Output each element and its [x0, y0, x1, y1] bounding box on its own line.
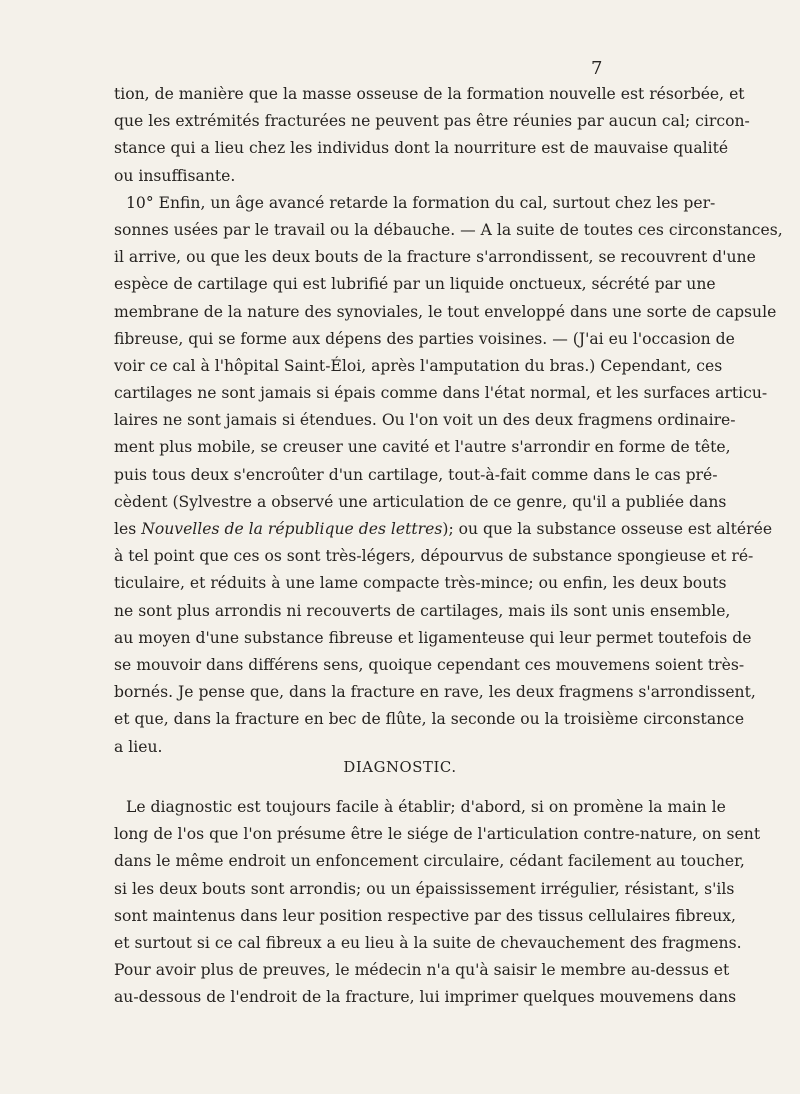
text-line: Le diagnostic est toujours facile à établir; d'abord, si on promène la main le	[126, 798, 726, 816]
italic-title: Nouvelles de la république des lettres	[141, 520, 443, 538]
text-line: se mouvoir dans différens sens, quoique cependant ces mouvemens soient très-	[114, 655, 745, 674]
text-line: à tel point que ces os sont très-légers, dépourvus de substance spongieuse et ré-	[114, 547, 754, 566]
section-heading-diagnostic: DIAGNOSTIC.	[343, 759, 457, 776]
text-line-with-italic: les Nouvelles de la république des lettres); ou que la substance osseuse est altérée	[114, 520, 773, 538]
text-line: long de l'os que l'on présume être le siége de l'articulation contre-nature, on sent	[114, 825, 761, 844]
text-line: Pour avoir plus de preuves, le médecin n'a qu'à saisir le membre au-dessus et	[114, 961, 730, 980]
text-line: et surtout si ce cal fibreux a eu lieu à la suite de chevauchement des fragmens.	[114, 933, 742, 952]
text-line: si les deux bouts sont arrondis; ou un épaississement irrégulier, résistant, s'ils	[114, 879, 735, 898]
text-line: sonnes usées par le travail ou la débauche. — A la suite de toutes ces circonstances,	[114, 220, 783, 239]
text-line: espèce de cartilage qui est lubrifié par un liquide onctueux, sécrété par une	[114, 275, 716, 294]
text-line: ou insuffisante.	[114, 166, 236, 185]
text-line: ne sont plus arrondis ni recouverts de cartilages, mais ils sont unis ensemble,	[114, 601, 731, 620]
text-line: ticulaire, et réduits à une lame compacte très-mince; ou enfin, les deux bouts	[114, 574, 727, 593]
text-line: a lieu.	[114, 737, 163, 756]
text-line: membrane de la nature des synoviales, le tout enveloppé dans une sorte de capsule	[114, 302, 777, 321]
text-line: 10° Enfin, un âge avancé retarde la formation du cal, surtout chez les per-	[126, 193, 716, 212]
text-line: ment plus mobile, se creuser une cavité et l'autre s'arrondir en forme de tête,	[114, 438, 731, 457]
text-line: voir ce cal à l'hôpital Saint-Éloi, après l'amputation du bras.) Cependant, ces	[114, 356, 723, 375]
text-line: bornés. Je pense que, dans la fracture en rave, les deux fragmens s'arrondissent,	[114, 683, 756, 702]
text-line: cèdent (Sylvestre a observé une articulation de ce genre, qu'il a publiée dans	[114, 492, 727, 511]
text-line: laires ne sont jamais si étendues. Ou l'on voit un des deux fragmens ordinaire-	[114, 411, 736, 430]
text-line: au-dessous de l'endroit de la fracture, lui imprimer quelques mouvemens dans	[114, 988, 737, 1007]
text-line: il arrive, ou que les deux bouts de la fracture s'arrondissent, se recouvrent d'une	[114, 248, 756, 267]
paragraph-diagnostic	[114, 794, 761, 1012]
text-line: au moyen d'une substance fibreuse et ligamenteuse qui leur permet toutefois de	[114, 628, 752, 647]
text-line: sont maintenus dans leur position respective par des tissus cellulaires fibreux,	[114, 906, 737, 925]
paragraph-causes	[114, 81, 783, 761]
text-line: stance qui a lieu chez les individus dont la nourriture est de mauvaise qualité	[114, 139, 729, 158]
text-line: que les extrémités fracturées ne peuvent pas être réunies par aucun cal; circon-	[114, 112, 750, 131]
text-line: puis tous deux s'encroûter d'un cartilage, tout-à-fait comme dans le cas pré-	[114, 465, 718, 484]
text-line: et que, dans la fracture en bec de flûte, la seconde ou la troisième circonstance	[114, 710, 745, 729]
text-line: cartilages ne sont jamais si épais comme dans l'état normal, et les surfaces articu-	[114, 384, 768, 403]
page-number: 7	[591, 58, 603, 79]
text-line: tion, de manière que la masse osseuse de la formation nouvelle est résorbée, et	[114, 85, 745, 103]
text-line: dans le même endroit un enfoncement circulaire, cédant facilement au toucher,	[114, 852, 745, 871]
text-line: fibreuse, qui se forme aux dépens des parties voisines. — (J'ai eu l'occasion de	[114, 329, 735, 348]
